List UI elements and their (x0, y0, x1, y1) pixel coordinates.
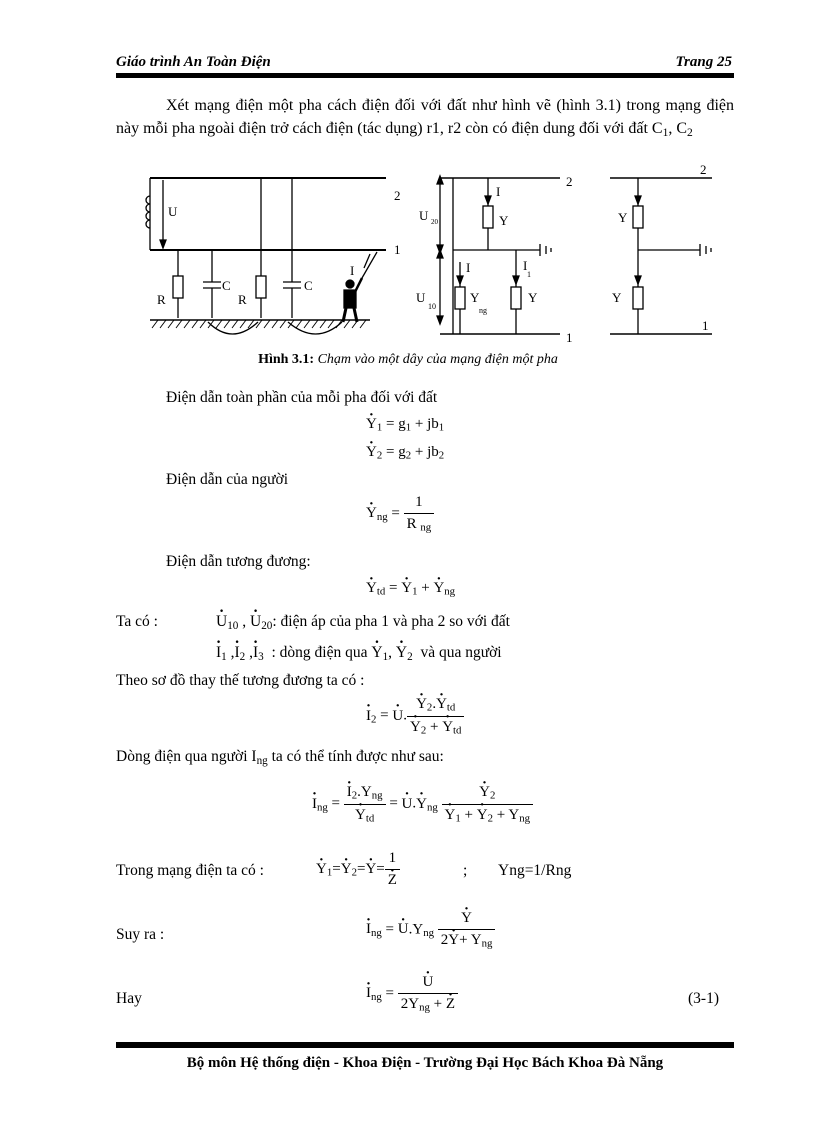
d3-label-y-bottom: Y (612, 290, 622, 305)
d3-label-bottom: 1 (702, 318, 709, 333)
eq-yng: · $Y_{ng}$ = $\frac{1}{R _{ng}}$ (366, 494, 434, 534)
d1-label-r1: R (157, 292, 166, 307)
section-total-admittance: Điện dẫn toàn phần của mỗi pha đối với đất (166, 389, 438, 406)
d2-label-bottom: 1 (566, 330, 573, 345)
eq-ing-3: · $I_{ng}$ = · $\frac{U}{2Y_{ng} + \cdot Z}$ (366, 974, 458, 1014)
d1-label-line2: 2 (394, 188, 401, 203)
theo-so-do: Theo sơ đồ thay thế tương đương ta có : (116, 672, 365, 689)
d2-label-y2: Y (499, 213, 509, 228)
eq-y2: · $Y_2 = g_2 + jb_2$ (366, 444, 444, 462)
footer-rule (116, 1042, 734, 1048)
section-person-admittance: Điện dẫn của người (166, 471, 289, 488)
trong-mang-label: Trong mạng điện ta có : (116, 862, 264, 879)
intro-paragraph: Xét mạng điện một pha cách điện đối với đất như hình vẽ (hình 3.1) trong mạng điện này mỗi pha ngoài điện trở cách điện (tác dụng) r1, r2 còn có điện dung đối với đất $C_1$, $C_2$ (116, 97, 734, 139)
equation-number: (3-1) (688, 990, 719, 1007)
d2-label-yng-sub: ng (479, 306, 487, 315)
d2-label-u20-sub: 20 (431, 218, 438, 226)
footer-text: Bộ môn Hệ thống điện - Khoa Điện - Trường Đại Học Bách Khoa Đà Nẵng (186, 1055, 664, 1071)
ta-co-line2: · $I_1$ ,· $I_2$ ,· $I_3$ : dòng điện qua · $Y_1$, · $Y_2$ và qua người (216, 644, 502, 663)
eq-y-equal: · $Y_1=\cdot Y_2=\cdot Y=$ 1 · Z (316, 850, 400, 889)
eq-ing-1: · $I_{ng}$ = · $I_2.Y_{ng}$ · $Y_{td}$ = · $U.\cdot Y_{ng}$ · $Y_2$ · $Y_1$ + · $Y_2 + Y_{ng}$ (312, 784, 533, 824)
d2-label-top: 2 (566, 174, 573, 189)
d2-label-y1: Y (528, 290, 538, 305)
header-title: Giáo trình An Toàn Điện (116, 54, 271, 70)
d2-label-u10-sub: 10 (428, 302, 436, 311)
semicolon: ; (463, 862, 468, 879)
dong-dien-line: Dòng điện qua người $I_{ng}$ ta có thể tính được như sau: (116, 748, 444, 767)
eq-ing-2: · $I_{ng}$ = · $U.Y_{ng}$ · $\frac{Y}{2\cdot Y+ Y_{ng}}$ (366, 910, 495, 950)
d1-label-line1: 1 (394, 242, 401, 257)
ta-co-line1: · $U_{10}$ , · $U_{20}$: điện áp của pha 1 và pha 2 so với đất (216, 613, 510, 632)
yng-relation: Yng=1/Rng (498, 862, 572, 879)
d3-label-y-top: Y (618, 210, 628, 225)
d2-label-ing: I (466, 260, 471, 275)
d1-label-i: I (350, 263, 355, 278)
d2-label-i2: I (496, 184, 501, 199)
d1-label-u: U (168, 204, 178, 219)
d1-label-c1: C (222, 278, 231, 293)
header-rule (116, 73, 734, 78)
section-equivalent-admittance: Điện dẫn tương đương: (166, 553, 311, 570)
figure-3-1 (0, 160, 816, 350)
d2-label-yng: Y (470, 290, 480, 305)
ta-co-label: Ta có : (116, 613, 158, 630)
figure-caption: Hình 3.1: Chạm vào một dây của mạng điện một pha (258, 352, 558, 367)
d1-label-r2: R (238, 292, 247, 307)
d1-label-c2: C (304, 278, 313, 293)
suy-ra-label: Suy ra : (116, 926, 165, 943)
d2-label-u10: U (416, 290, 426, 305)
d2-label-i1-sub: 1 (527, 270, 531, 279)
d2-label-i1: I (523, 258, 528, 273)
eq-ytd: · $Y_{td}$ = · $Y_1$ + · $Y_{ng}$ (366, 580, 455, 598)
hay-label: Hay (116, 990, 142, 1007)
page-number: Trang 25 (675, 54, 732, 70)
d2-label-u20: U (419, 208, 429, 223)
eq-i2: · $I_2$ = · U. · $Y_2.\cdot Y_{td}$ · $Y_2$ + · $Y_{td}$ (366, 696, 464, 736)
eq-y1: · $Y_1 = g_1 + jb_1$ (366, 416, 444, 434)
d3-label-top: 2 (700, 162, 707, 177)
